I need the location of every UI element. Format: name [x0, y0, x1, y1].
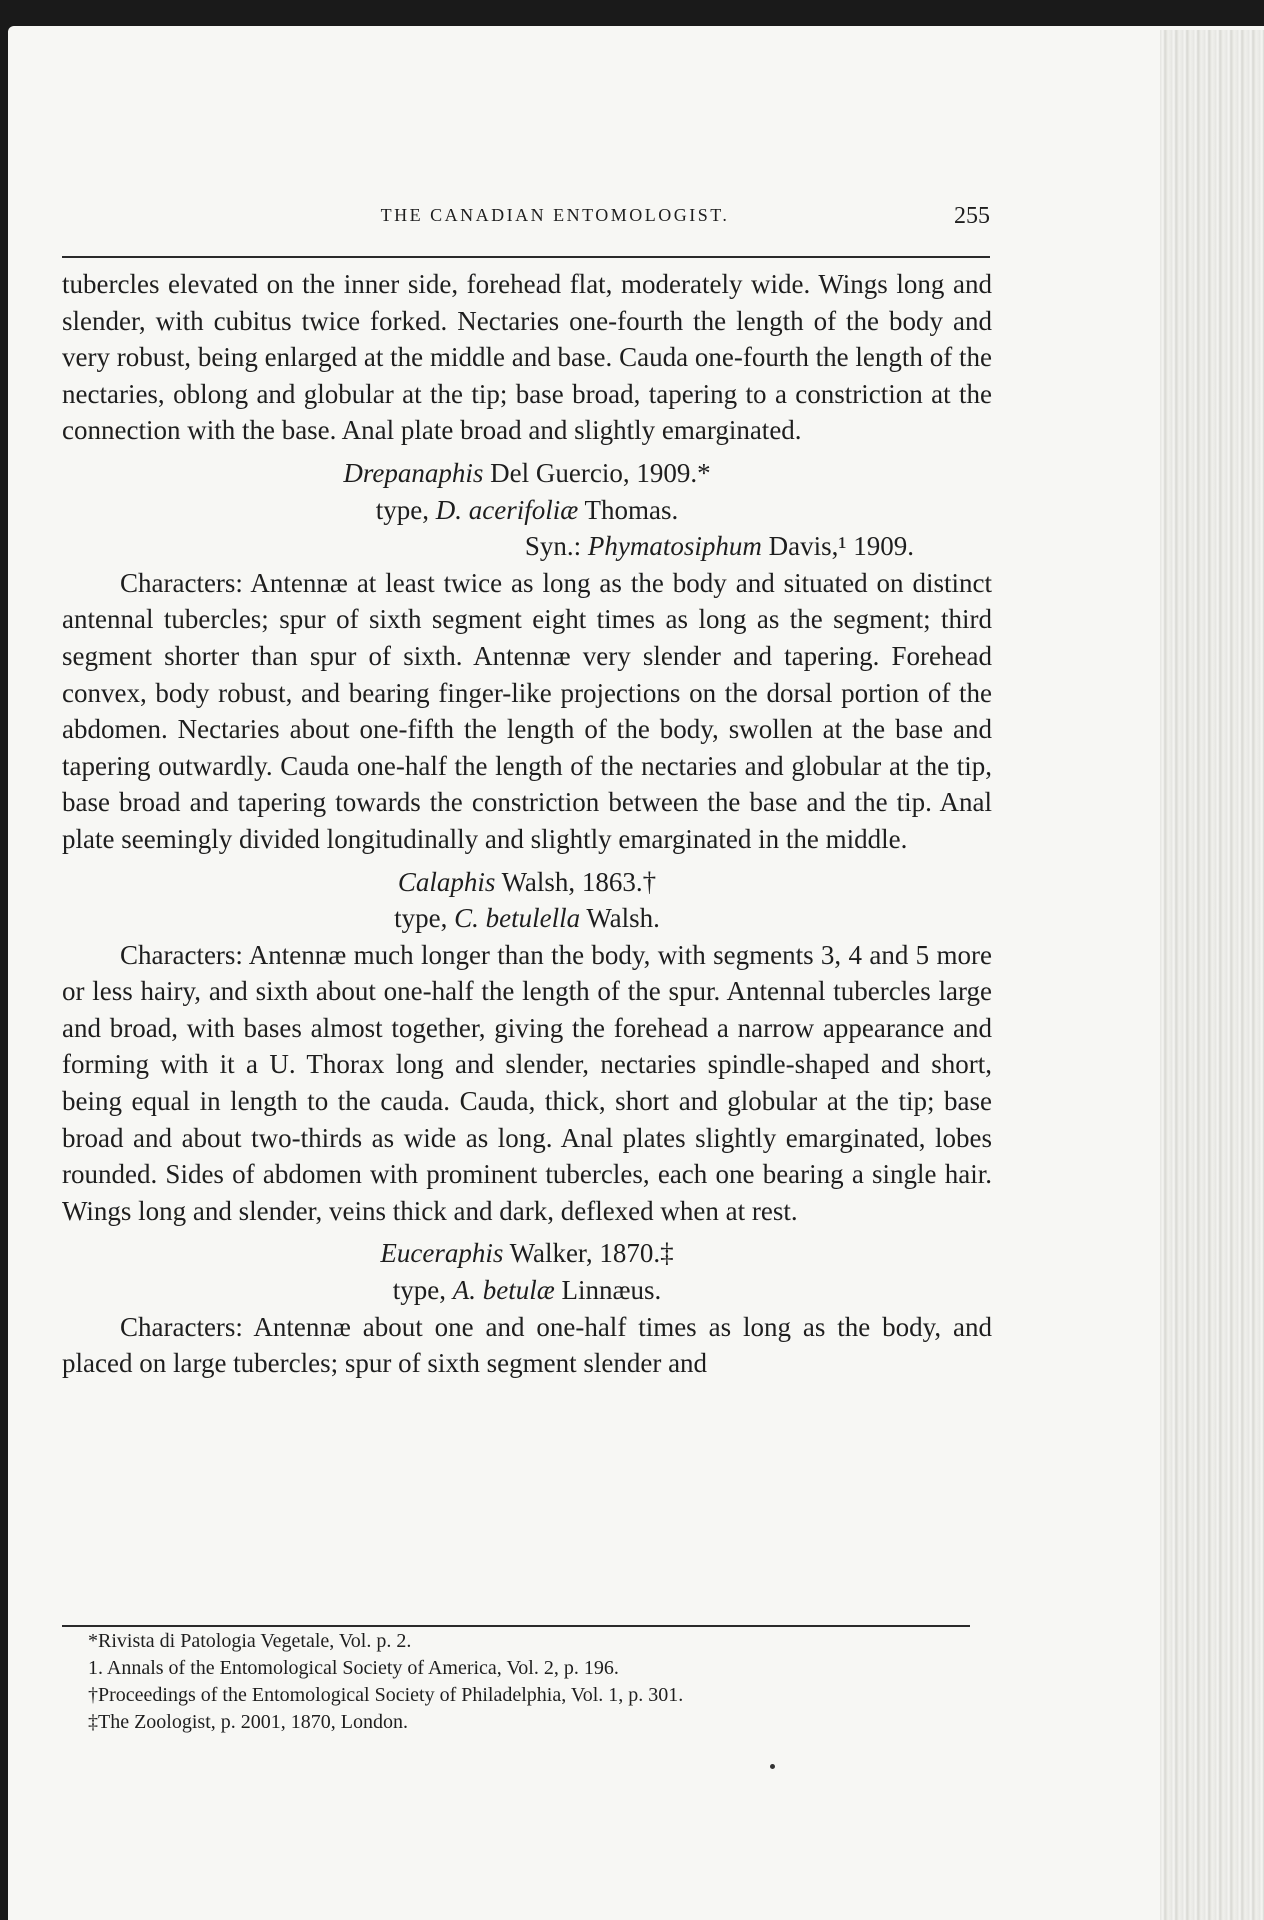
- footnote: ‡The Zoologist, p. 2001, 1870, London.: [88, 1711, 408, 1733]
- characters-paragraph: Characters: Antennæ at least twice as long as the body and situated on distinct antennal tubercles; spur of sixth segment eight times as long as the segment; third segment shorter than spur of sixth. Antennæ very slender and tapering. Forehead convex, body robust, and bearing finger-like projections on the dorsal portion of the abdomen. Nectaries about one-fifth the length of the body, swollen at the base and tapering outwardly. Cauda one-half the length of the nectaries and globular at the tip, base broad and tapering towards the constriction between the base and the tip. Anal plate seemingly divided longitudinally and slightly emarginated in the middle.: [62, 567, 992, 854]
- characters-paragraph: Characters: Antennæ about one and one-half times as long as the body, and placed on large tubercles; spur of sixth segment slender and: [62, 1311, 992, 1379]
- type-line: [62, 900, 992, 937]
- genus-heading-drepanaphis: [62, 455, 992, 565]
- type-line: [62, 1272, 992, 1309]
- type-prefix: type,: [392, 1275, 453, 1306]
- type-prefix: type,: [375, 494, 436, 525]
- genus-author: Del Guercio, 1909.*: [483, 457, 711, 488]
- syn-prefix: Syn.:: [524, 531, 588, 562]
- genus-author: Walsh, 1863.†: [495, 866, 657, 897]
- page-body: [62, 266, 992, 1382]
- genus-name: Euceraphis: [380, 1238, 504, 1269]
- syn-author: Davis,¹ 1909.: [761, 531, 914, 562]
- synonym-line: [62, 528, 992, 565]
- type-species: A. betulæ: [452, 1275, 555, 1306]
- footnote: 1. Annals of the Entomological Society of America, Vol. 2, p. 196.: [88, 1657, 619, 1679]
- type-author: Thomas.: [578, 494, 679, 525]
- page-number: 255: [954, 203, 990, 229]
- genus-author: Walker, 1870.‡: [503, 1238, 674, 1269]
- syn-name: Phymatosiphum: [587, 531, 762, 562]
- ink-speck: [770, 1764, 775, 1769]
- page-header: [60, 205, 990, 245]
- page-edges: [1160, 30, 1264, 1920]
- footnote: *Rivista di Patologia Vegetale, Vol. p. 2.: [88, 1630, 412, 1652]
- genus-heading-calaphis: [62, 864, 992, 937]
- genus-name: Drepanaphis: [343, 457, 484, 488]
- type-prefix: type,: [394, 903, 455, 934]
- type-author: Walsh.: [580, 903, 660, 934]
- footnotes: [88, 1628, 988, 1736]
- type-species: C. betulella: [454, 903, 581, 934]
- type-species: D. acerifoliæ: [435, 494, 579, 525]
- running-title: THE CANADIAN ENTOMOLOGIST.: [380, 205, 730, 225]
- intro-paragraph: tubercles elevated on the inner side, forehead flat, moderately wide. Wings long and slender, with cubitus twice forked. Nectaries one-fourth the length of the body and very robust, being enlarged at the middle and base. Cauda one-fourth the length of the nectaries, oblong and globular at the tip; base broad, tapering to a constriction at the connection with the base. Anal plate broad and slightly emarginated.: [62, 269, 992, 446]
- characters-paragraph: Characters: Antennæ much longer than the body, with segments 3, 4 and 5 more or less hairy, and sixth about one-half the length of the spur. Antennal tubercles large and broad, with bases almost together, giving the forehead a narrow appearance and forming with it a U. Thorax long and slender, nectaries spindle-shaped and short, being equal in length to the cauda. Cauda, thick, short and globular at the tip; base broad and about two-thirds as wide as long. Anal plates slightly emarginated, lobes rounded. Sides of abdomen with prominent tubercles, each one bearing a single hair. Wings long and slender, veins thick and dark, deflexed when at rest.: [62, 939, 992, 1226]
- type-line: [62, 492, 992, 529]
- footnote: †Proceedings of the Entomological Society of Philadelphia, Vol. 1, p. 301.: [88, 1684, 684, 1706]
- genus-heading-euceraphis: [62, 1235, 992, 1308]
- footnote-rule: [62, 1625, 970, 1627]
- type-author: Linnæus.: [554, 1275, 662, 1306]
- header-rule: [62, 256, 990, 258]
- genus-name: Calaphis: [397, 866, 496, 897]
